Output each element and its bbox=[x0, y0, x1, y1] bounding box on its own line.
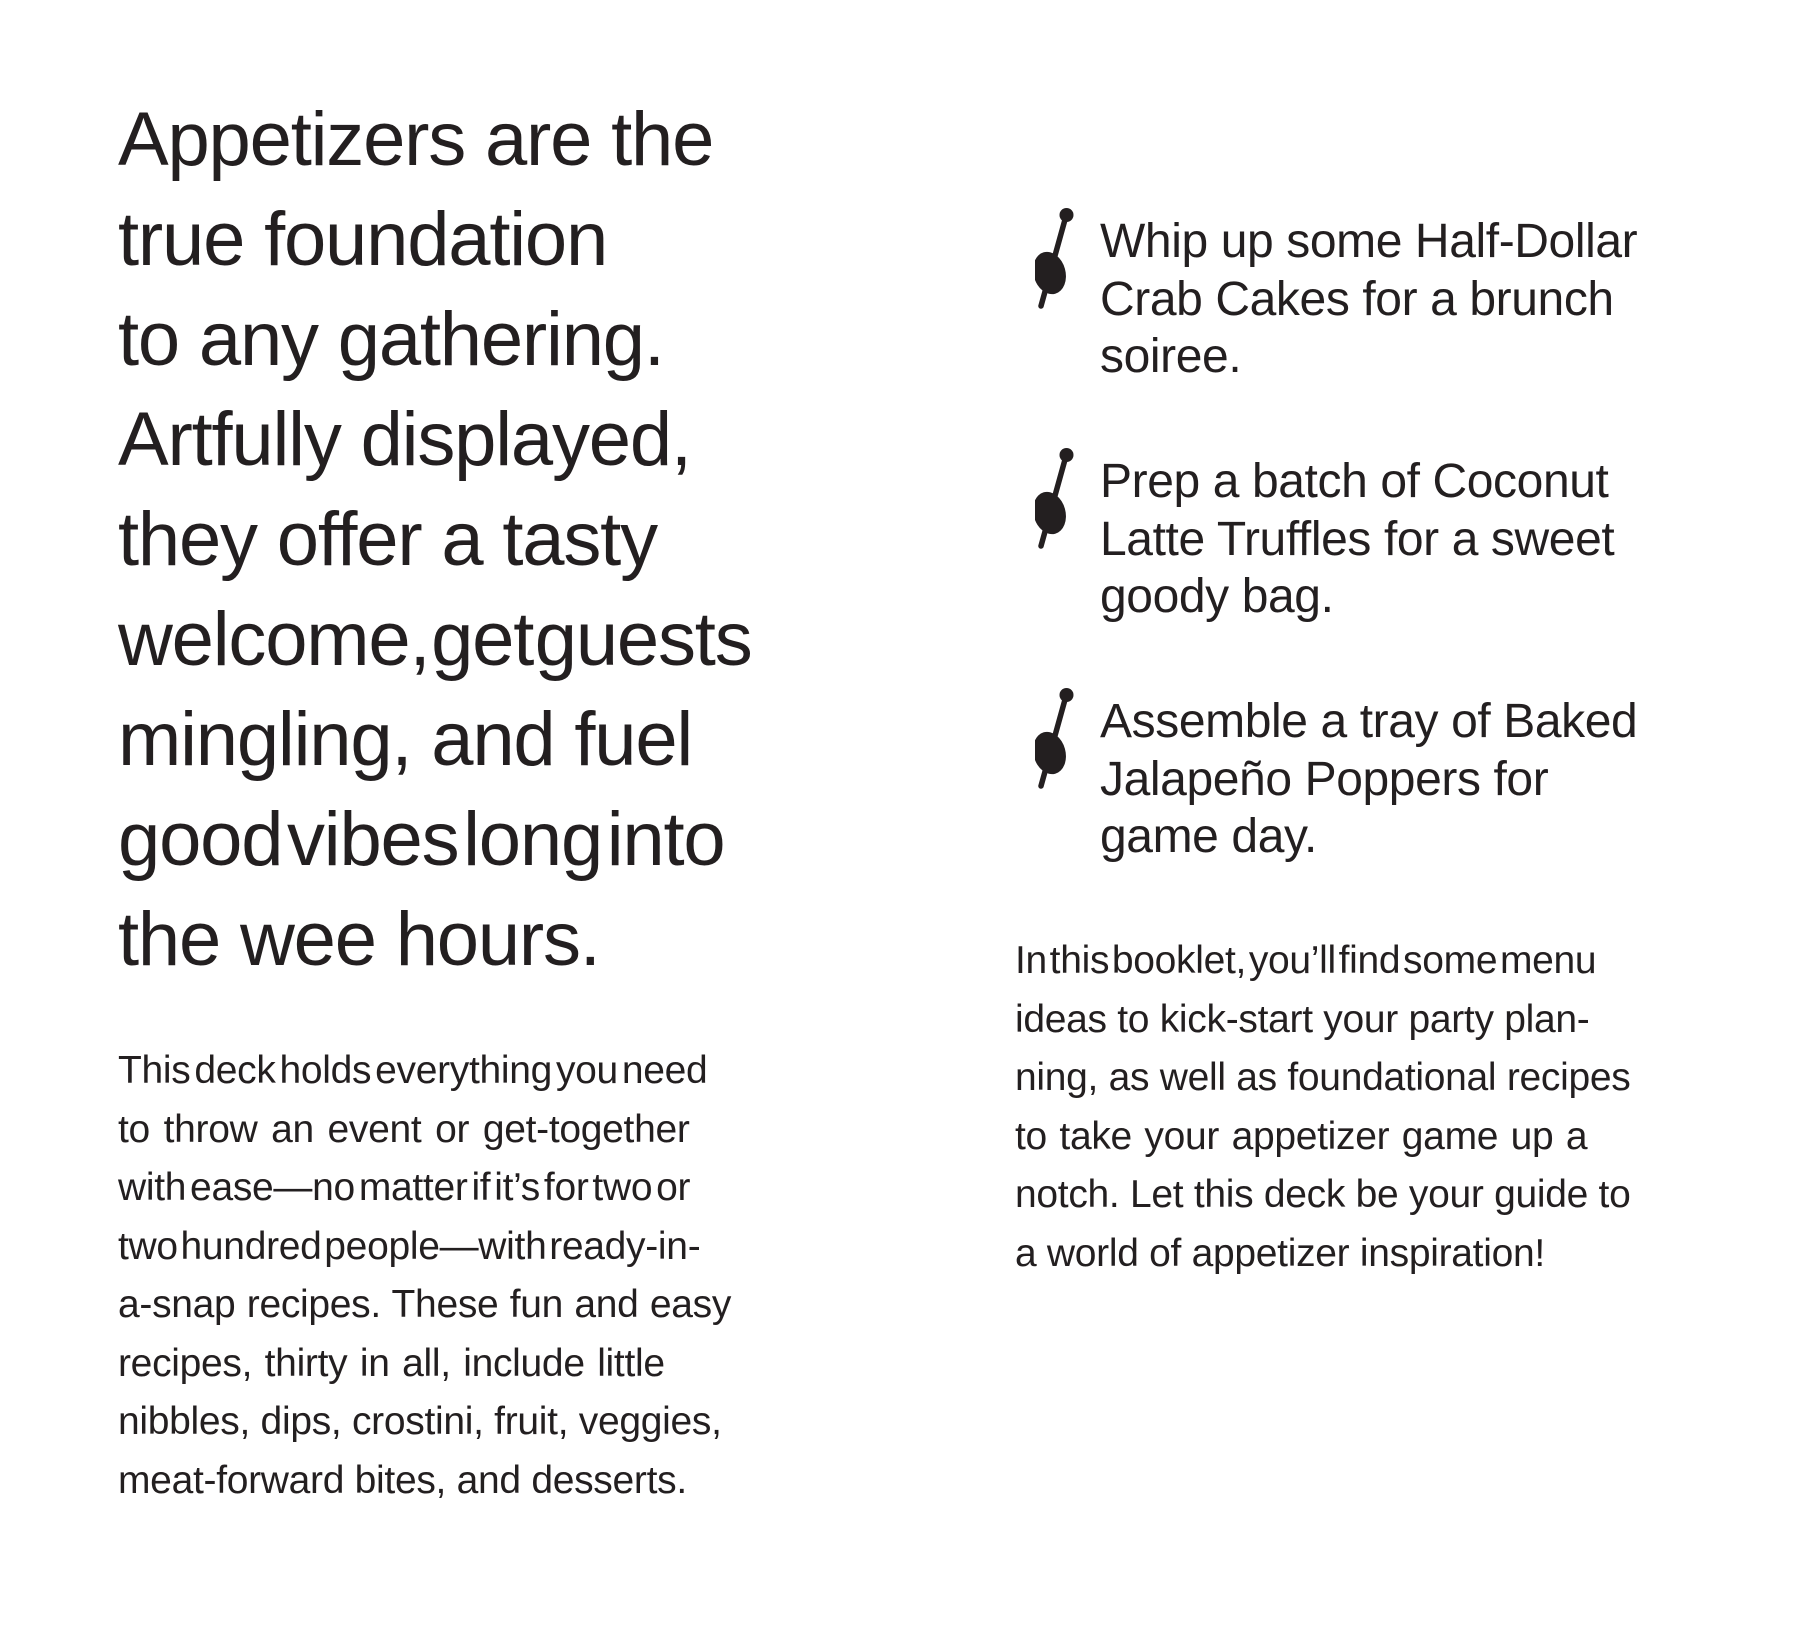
text-line: nibbles, dips, crostini, fruit, veggies, bbox=[118, 1400, 722, 1443]
text-line: game day. bbox=[1100, 810, 1317, 863]
intro-heading bbox=[118, 90, 752, 990]
text-line: the wee hours. bbox=[118, 897, 600, 982]
menu-idea-text bbox=[1100, 693, 1637, 866]
text-line: two hundred people—with ready-in- bbox=[118, 1224, 701, 1268]
text-line: ning, as well as foundational recipes bbox=[1015, 1056, 1631, 1099]
text-line: mingling, and fuel bbox=[118, 697, 693, 782]
text-line: Whip up some Half-Dollar bbox=[1100, 215, 1638, 268]
text-line: a-snap recipes. These fun and easy bbox=[118, 1283, 732, 1326]
text-line: goody bag. bbox=[1100, 570, 1334, 623]
cocktail-pick-icon bbox=[1035, 687, 1075, 793]
text-line: with ease—no matter if it’s for two or bbox=[118, 1166, 691, 1209]
text-line: a world of appetizer inspiration! bbox=[1015, 1231, 1545, 1275]
closing-paragraph bbox=[1015, 932, 1630, 1283]
text-line: recipes, thirty in all, include little bbox=[118, 1341, 665, 1385]
text-line: welcome, get guests bbox=[118, 597, 752, 682]
cocktail-pick-icon bbox=[1035, 207, 1075, 313]
text-line: In this booklet, you’ll find some menu bbox=[1015, 939, 1597, 982]
text-line: good vibes long into bbox=[118, 797, 725, 882]
text-line: true foundation bbox=[118, 197, 608, 282]
text-line: Prep a batch of Coconut bbox=[1100, 455, 1609, 508]
text-line: Artfully displayed, bbox=[118, 397, 691, 482]
cocktail-pick-icon bbox=[1035, 447, 1075, 553]
menu-idea-item bbox=[1035, 687, 1637, 927]
text-line: Jalapeño Poppers for bbox=[1100, 752, 1549, 806]
text-line: Appetizers are the bbox=[118, 97, 714, 182]
menu-idea-list bbox=[1035, 207, 1637, 927]
text-line: Latte Truffles for a sweet bbox=[1100, 512, 1615, 566]
text-line: Crab Cakes for a brunch bbox=[1100, 272, 1614, 326]
text-line: soiree. bbox=[1100, 330, 1242, 383]
text-line: notch. Let this deck be your guide to bbox=[1015, 1173, 1631, 1216]
menu-idea-text bbox=[1100, 213, 1637, 386]
text-line: to throw an event or get-together bbox=[118, 1107, 690, 1151]
intro-paragraph bbox=[118, 1042, 731, 1510]
text-line: meat-forward bites, and desserts. bbox=[118, 1458, 687, 1502]
text-line: to any gathering. bbox=[118, 297, 664, 382]
text-line: they offer a tasty bbox=[118, 497, 657, 582]
text-line: This deck holds everything you need bbox=[118, 1049, 708, 1092]
text-line: to take your appetizer game up a bbox=[1015, 1114, 1588, 1158]
text-line: ideas to kick-start your party plan- bbox=[1015, 997, 1590, 1041]
menu-idea-item bbox=[1035, 447, 1637, 687]
menu-idea-text bbox=[1100, 453, 1614, 626]
text-line: Assemble a tray of Baked bbox=[1100, 695, 1638, 748]
menu-idea-item bbox=[1035, 207, 1637, 447]
